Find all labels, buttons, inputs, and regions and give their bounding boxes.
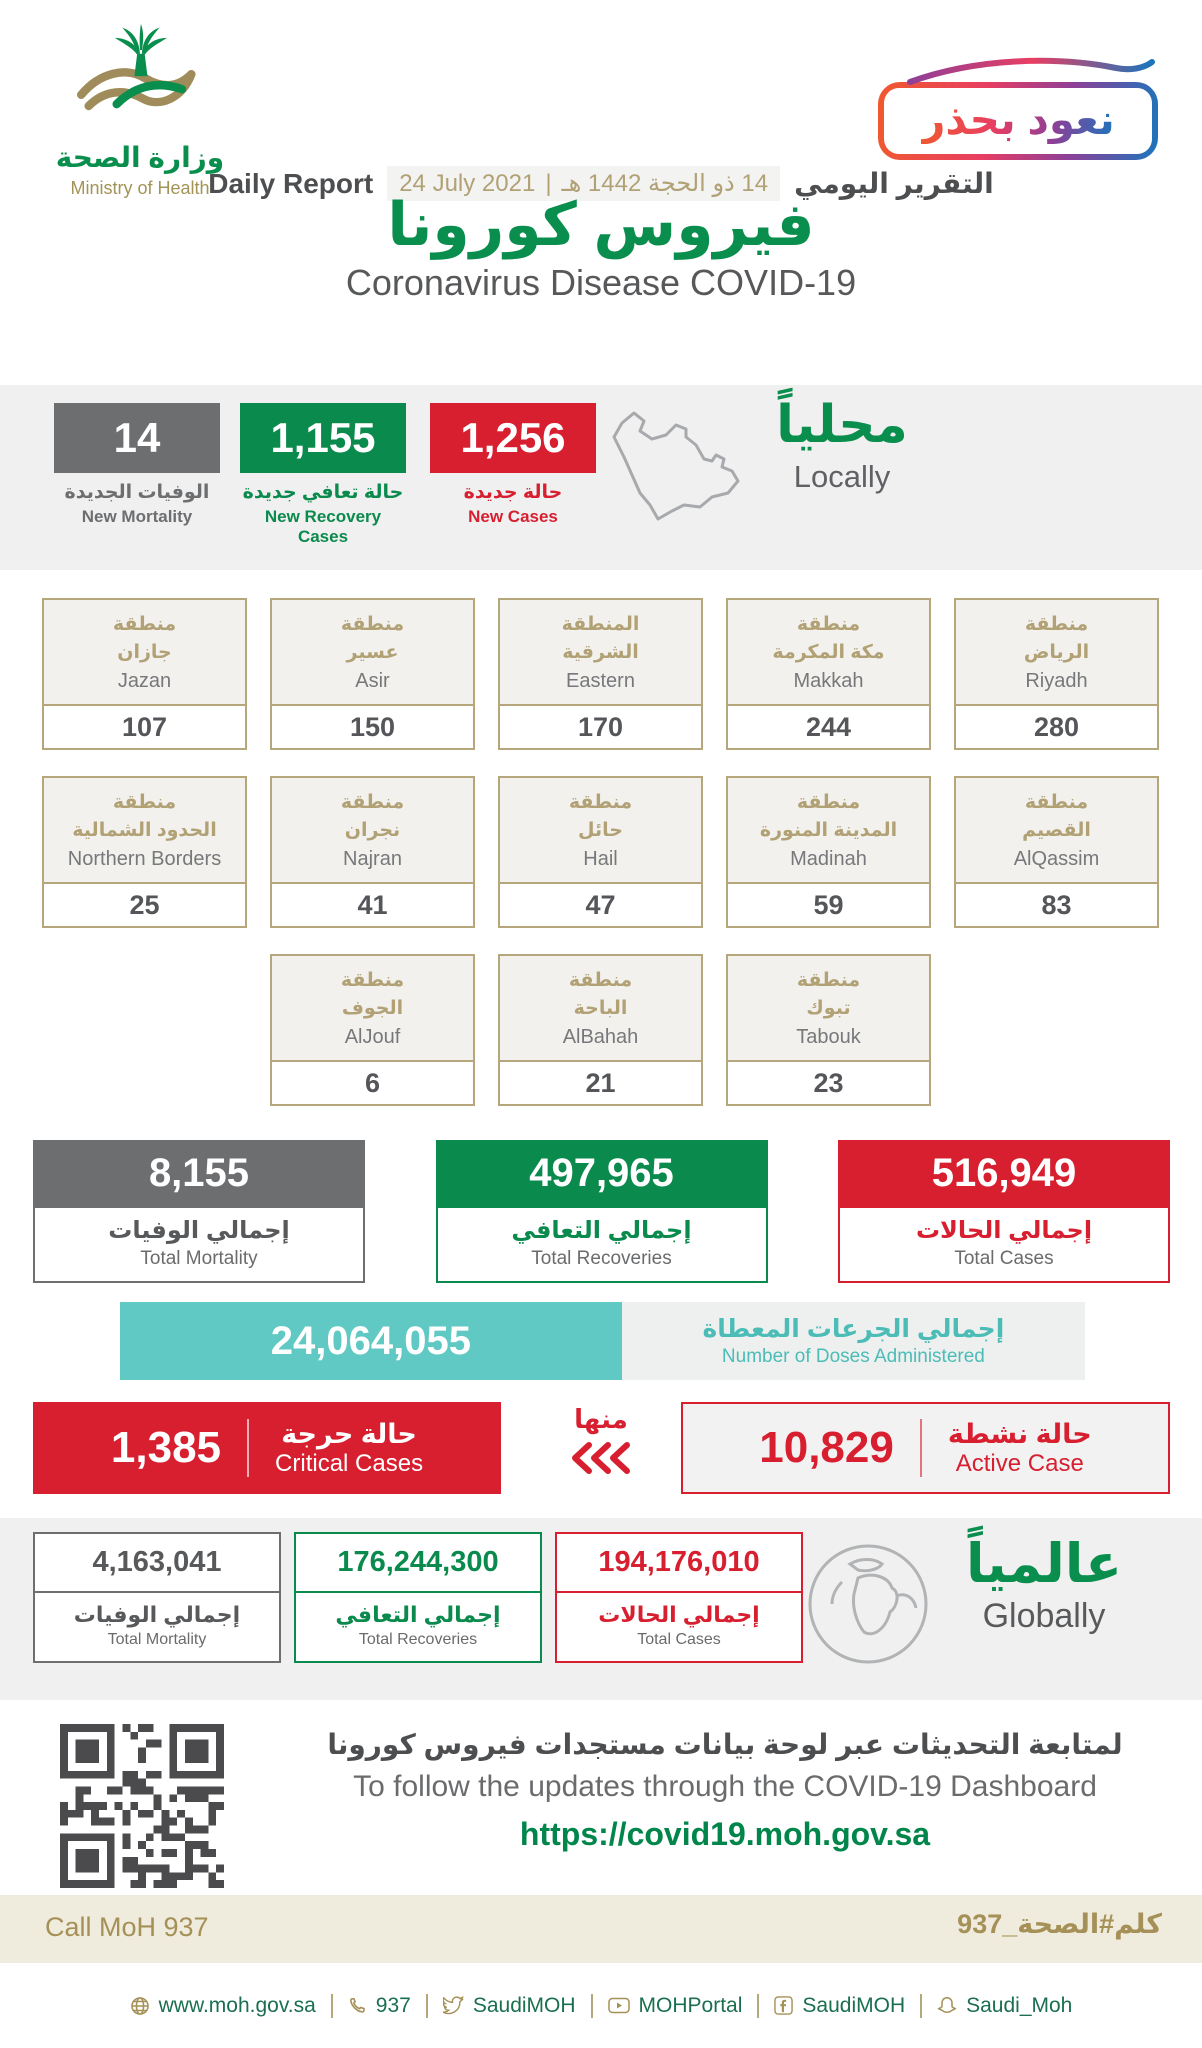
region-card-jazan: منطقة جازان Jazan 107 <box>42 598 247 750</box>
gregorian-date: 24 July 2021 <box>399 169 536 197</box>
total-mortality-label-en: Total Mortality <box>140 1248 258 1269</box>
new-cases-value: 1,256 <box>430 403 596 473</box>
return-with-caution-badge <box>878 58 1158 160</box>
region-name-en: Makkah <box>793 669 864 692</box>
region-card-alqassim: منطقة القصيم AlQassim 83 <box>954 776 1159 928</box>
region-name-en: Hail <box>583 847 618 870</box>
new-mortality-stat <box>54 403 220 527</box>
palm-tree-logo-icon <box>65 22 215 134</box>
region-value: 244 <box>728 706 929 748</box>
critical-cases-label-en: Critical Cases <box>275 1449 424 1477</box>
global-mortality-box <box>33 1532 281 1663</box>
link-youtube[interactable]: MOHPortal <box>591 1994 758 2018</box>
locally-heading <box>742 395 942 495</box>
doses-label-en: Number of Doses Administered <box>721 1346 985 1367</box>
total-cases <box>838 1140 1170 1283</box>
dashboard-note-ar: لمتابعة التحديثات عبر لوحة بيانات مستجدات فيروس كورونا <box>327 1729 1123 1760</box>
region-value: 21 <box>500 1062 701 1104</box>
snapchat-icon <box>937 1996 957 2016</box>
active-cases-label-ar: حالة نشطة <box>947 1418 1092 1449</box>
region-card-albahah: منطقة الباحة AlBahah 21 <box>498 954 703 1106</box>
globe-icon <box>130 1996 150 2016</box>
region-value: 25 <box>44 884 245 926</box>
region-name-en: Riyadh <box>1025 669 1088 692</box>
hijri-date: 14 ذو الحجة 1442 هـ <box>561 170 769 197</box>
call-hashtag-label: كلم#الصحة_937 <box>957 1909 1162 1939</box>
global-mortality-label-en: Total Mortality <box>107 1631 207 1648</box>
global-mortality-label-ar: إجمالي الوفيات <box>73 1602 241 1627</box>
region-value: 170 <box>500 706 701 748</box>
badge-frame <box>878 82 1158 160</box>
region-card-makkah: منطقة مكة المكرمة Makkah 244 <box>726 598 931 750</box>
date-separator: | <box>545 169 552 197</box>
link-twitter[interactable]: SaudiMOH <box>426 1994 591 2018</box>
link-website[interactable]: www.moh.gov.sa <box>115 1994 331 2018</box>
new-mortality-label-en: New Mortality <box>81 507 193 526</box>
link-facebook[interactable]: SaudiMOH <box>757 1994 920 2018</box>
region-value: 47 <box>500 884 701 926</box>
dashboard-note-en: To follow the updates through the COVID-19 Dashboard <box>353 1770 1097 1803</box>
phone-icon <box>348 1996 367 2015</box>
new-cases-label-en: New Cases <box>468 507 558 526</box>
chevrons-left-icon <box>568 1441 634 1475</box>
total-cases-value: 516,949 <box>838 1140 1170 1206</box>
moh-name-english: Ministry of Health <box>70 178 210 198</box>
global-cases-value: 194,176,010 <box>557 1534 801 1593</box>
doses-value: 24,064,055 <box>120 1302 622 1380</box>
new-recovery-label-en: New Recovery Cases <box>264 507 382 546</box>
region-name-en: AlJouf <box>344 1025 401 1048</box>
global-recoveries-box <box>294 1532 542 1663</box>
region-value: 280 <box>956 706 1157 748</box>
region-name-en: Northern Borders <box>67 847 222 870</box>
region-name-en: Jazan <box>117 669 172 692</box>
badge-text: نعود بحذر <box>921 96 1115 143</box>
locally-heading-ar: محلياً <box>776 396 908 454</box>
divider <box>247 1419 249 1477</box>
global-cases-label-en: Total Cases <box>637 1631 721 1648</box>
region-name-en: Tabouk <box>796 1025 861 1048</box>
local-totals-row <box>33 1140 1170 1283</box>
region-value: 23 <box>728 1062 929 1104</box>
active-cases-box <box>681 1402 1170 1494</box>
call-strip <box>0 1895 1202 1963</box>
global-recoveries-value: 176,244,300 <box>296 1534 540 1593</box>
badge-swoosh-icon <box>906 54 1156 86</box>
critical-cases-value: 1,385 <box>110 1423 222 1472</box>
region-name-en: AlBahah <box>562 1025 639 1048</box>
region-card-tabouk: منطقة تبوك Tabouk 23 <box>726 954 931 1106</box>
critical-cases-box <box>33 1402 501 1494</box>
locally-section <box>0 385 1202 570</box>
globally-heading-en: Globally <box>982 1597 1106 1635</box>
divider <box>920 1419 922 1477</box>
dashboard-url-link[interactable]: https://covid19.moh.gov.sa <box>519 1816 931 1852</box>
new-recovery-label-ar: حالة تعافي جديدة <box>242 482 404 503</box>
total-recoveries-value: 497,965 <box>436 1140 768 1206</box>
region-value: 41 <box>272 884 473 926</box>
total-mortality-label-ar: إجمالي الوفيات <box>108 1217 290 1244</box>
global-mortality-value: 4,163,041 <box>35 1534 279 1593</box>
new-cases-label-ar: حالة جديدة <box>463 482 563 503</box>
global-recoveries-label-en: Total Recoveries <box>358 1631 478 1648</box>
global-cases-label-ar: إجمالي الحالات <box>598 1602 760 1627</box>
total-recoveries <box>436 1140 768 1283</box>
region-value: 59 <box>728 884 929 926</box>
of-which-label-ar: منها <box>574 1404 628 1434</box>
qr-code[interactable] <box>60 1724 224 1888</box>
doses-administered-bar <box>120 1302 1085 1380</box>
locally-heading-en: Locally <box>793 459 891 494</box>
new-mortality-label-ar: الوفيات الجديدة <box>64 482 210 503</box>
region-card-eastern: المنطقة الشرقية Eastern 170 <box>498 598 703 750</box>
critical-cases-label-ar: حالة حرجة <box>281 1418 417 1449</box>
total-recoveries-label-ar: إجمالي التعافي <box>511 1217 692 1244</box>
total-cases-label-en: Total Cases <box>954 1248 1054 1269</box>
daily-report-label-ar: التقرير اليومي <box>794 168 994 199</box>
region-card-hail: منطقة حائل Hail 47 <box>498 776 703 928</box>
call-moh-label: Call MoH 937 <box>45 1912 209 1942</box>
global-cases-box <box>555 1532 803 1663</box>
facebook-icon <box>774 1996 793 2015</box>
daily-report-label-en: Daily Report <box>208 167 374 199</box>
total-mortality <box>33 1140 365 1283</box>
region-name-en: AlQassim <box>1013 847 1100 870</box>
new-recovery-stat <box>240 403 406 547</box>
globally-section <box>0 1518 1202 1700</box>
region-value: 107 <box>44 706 245 748</box>
region-name-en: Najran <box>343 847 402 870</box>
regions-grid <box>42 598 1160 1106</box>
region-card-najran: منطقة نجران Najran 41 <box>270 776 475 928</box>
page-title-english: Coronavirus Disease COVID-19 <box>345 262 857 303</box>
region-card-northern-borders: منطقة الحدود الشمالية Northern Borders 25 <box>42 776 247 928</box>
region-card-madinah: منطقة المدينة المنورة Madinah 59 <box>726 776 931 928</box>
link-snapchat[interactable]: Saudi_Moh <box>920 1994 1087 2018</box>
moh-name-arabic: وزارة الصحة <box>55 142 225 173</box>
global-recoveries-label-ar: إجمالي التعافي <box>335 1602 501 1627</box>
total-recoveries-label-en: Total Recoveries <box>531 1248 672 1269</box>
region-value: 6 <box>272 1062 473 1104</box>
region-card-riyadh: منطقة الرياض Riyadh 280 <box>954 598 1159 750</box>
region-value: 150 <box>272 706 473 748</box>
youtube-icon <box>608 1997 630 2014</box>
total-mortality-value: 8,155 <box>33 1140 365 1206</box>
region-value: 83 <box>956 884 1157 926</box>
link-phone[interactable]: 937 <box>331 1994 426 2018</box>
social-links-bar <box>0 1963 1202 2048</box>
total-cases-label-ar: إجمالي الحالات <box>915 1217 1093 1244</box>
new-recovery-value: 1,155 <box>240 403 406 473</box>
region-name-en: Asir <box>355 669 390 692</box>
active-cases-label-en: Active Case <box>955 1449 1084 1477</box>
new-mortality-value: 14 <box>54 403 220 473</box>
region-name-en: Eastern <box>566 669 635 692</box>
region-card-aljouf: منطقة الجوف AlJouf 6 <box>270 954 475 1106</box>
of-which-indicator <box>539 1404 663 1480</box>
active-cases-value: 10,829 <box>759 1423 894 1472</box>
region-name-en: Madinah <box>790 847 867 870</box>
saudi-arabia-map-icon <box>598 399 748 549</box>
doses-label-ar: إجمالي الجرعات المعطاة <box>702 1315 1005 1343</box>
globally-heading <box>914 1532 1174 1636</box>
critical-active-row <box>33 1402 1170 1494</box>
new-cases-stat <box>430 403 596 527</box>
dashboard-section <box>0 1714 1202 1892</box>
region-card-asir: منطقة عسير Asir 150 <box>270 598 475 750</box>
twitter-icon <box>443 1996 464 2015</box>
page-title-arabic: فيروس كورونا <box>387 191 815 258</box>
globally-heading-ar: عالمياً <box>966 1534 1122 1594</box>
